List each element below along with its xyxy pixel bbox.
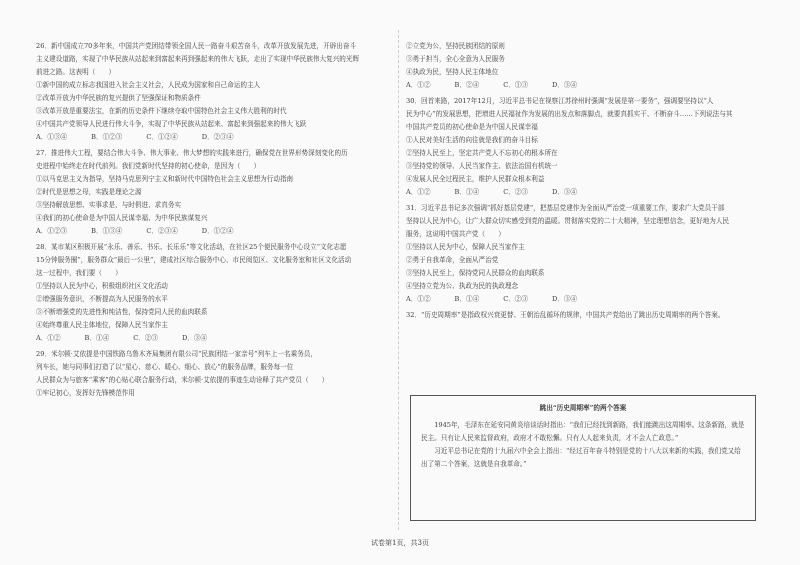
question-stem: 28．某市某区积极开展“永乐、善乐、书乐、长乐乐”等文化活动，在社区25个便民服务中心设立“文化志愿: [36, 243, 347, 251]
question-stem: 31．习近平总书记多次强调“抓好基层党建”，把基层党建作为全面从严治党一项重要工作，要求广大党员干部: [406, 204, 725, 212]
material-paragraph: 习近平总书记在党的十九届六中全会上指出：“经过百年奋斗特别是党的十八大以来新的实践，我们党又给出了第二个答案，这就是自我革命。”: [421, 447, 741, 468]
option-d: D．③④: [552, 81, 578, 89]
option-c: C．①②④: [146, 133, 178, 141]
statement-item: ③坚持人民至上，保持党同人民群众的血肉联系: [406, 269, 545, 277]
left-column: [36, 40, 386, 400]
question-stem: 列车长，她与同事们打造了以“星心、慈心、暖心、细心、放心”的服务品牌，服务每一位: [36, 363, 294, 371]
option-c: C．②③④: [146, 227, 178, 235]
statement-item: ①坚持以人民为中心，保障人民当家作主: [406, 243, 525, 251]
answer-options: [36, 332, 386, 345]
material-box: [410, 395, 756, 521]
statement-item: ③坚持党的领导、人民当家作主、依法治国有机统一: [406, 162, 558, 170]
option-b: B．①④: [454, 295, 480, 303]
option-a: A．①②③: [36, 227, 68, 235]
statement-item: ②时代是思想之母，实践是理论之源: [36, 188, 142, 196]
statement-item: ④坚持立党为公、执政为民的执政理念: [406, 282, 519, 290]
material-paragraph: 1945年，毛泽东在延安同黄炎培谈话时指出：“我们已经找到新路，我们能跳出这周期率。这条新路，就是民主。只有让人民来监督政府，政府才不敢松懈。只有人人起来负责，才不会人亡政息。”: [421, 421, 745, 442]
option-d: D．③④: [552, 295, 578, 303]
option-b: B．①④: [454, 188, 480, 196]
question-27: [36, 147, 386, 238]
statement-item: ④我们的初心使命是为中国人民谋幸福、为中华民族谋复兴: [36, 214, 208, 222]
material-title: 跳出“历史周期率”的两个答案: [539, 404, 627, 412]
question-32: [406, 309, 758, 322]
question-stem: 史进程中始终走在时代前列。我们党新时代坚持的初心使命，是因为（ ）: [36, 162, 261, 170]
answer-options: [406, 79, 758, 92]
statement-item: ③改革开放是重要法宝，在新的历史条件下继续夺取中国特色社会主义伟大胜利的时代: [36, 107, 287, 115]
statement-item: ②立党为公，坚持民族团结的原则: [406, 42, 505, 50]
right-column: [406, 40, 758, 322]
question-stem: 29．米尔顿·艾依提是中国铁路乌鲁木齐局集团有限公司“民族团结一家亲号”列车上一名乘务员，: [36, 350, 317, 358]
statement-item: ②改革开放为中华民族的复兴提供了坚强保证和物质条件: [36, 94, 201, 102]
answer-options: [36, 131, 386, 144]
question-stem: 服务，这说明中国共产党（ ）: [406, 230, 505, 238]
statement-item: ③勇于担当，全心全意为人民服务: [406, 55, 505, 63]
question-stem: 这一过程中，我们要（ ）: [36, 269, 122, 277]
statement-item: ④始终尊重人民主体地位，保障人民当家作主: [36, 321, 168, 329]
option-d: D．①②④: [201, 227, 234, 235]
statement-item: ②坚持人民至上，坚定共产党人不忘初心的根本所在: [406, 149, 558, 157]
option-a: A．①②: [406, 81, 431, 89]
question-29: [36, 348, 386, 400]
answer-options: [36, 225, 386, 238]
option-c: C．②③: [503, 188, 529, 196]
option-a: A．①②: [36, 334, 61, 342]
question-31: [406, 202, 758, 306]
question-stem: 坚持以人民为中心，让广大群众切实感受到党的温暖。贯彻落实党的二十大精神，坚定理想信念，更好地为人民: [406, 217, 730, 225]
question-stem: 中国共产党员的初心使命是为中国人民谋幸福: [406, 123, 538, 131]
statement-item: ②勇于自我革命，全面从严治党: [406, 256, 499, 264]
statement-item: ①新中国的成立标志我国进入社会主义社会，人民成为国家和自己命运的主人: [36, 81, 261, 89]
page-fold-line: [398, 30, 399, 530]
option-a: A．①②: [406, 295, 431, 303]
question-stem: 30．回首来路，2017年12月，习近平总书记在视察江苏徐州时强调“发展是第一要务”，强调要坚持以“人: [406, 97, 714, 105]
statement-item: ①以马克思主义为指导，坚持马克思列宁主义和新时代中国特色社会主义思想为行动指南: [36, 175, 294, 183]
question-26: [36, 40, 386, 144]
option-d: D．②③④: [201, 133, 234, 141]
question-stem: 27．推进伟大工程，要结合伟大斗争、伟大事业、伟大梦想的实践来进行，确保党在世界形势深刻变化的历: [36, 149, 348, 157]
statement-item: ③不断增强党的先进性和纯洁性，保持党同人民的血肉联系: [36, 308, 208, 316]
statement-item: ④执政为民，坚持人民主体地位: [406, 68, 499, 76]
question-stem: 26．新中国成立70多年来，中国共产党团结带领全国人民一路奋斗艰苦奋斗，改革开放发展先进，开辟出奋斗: [36, 42, 357, 50]
statement-item: ③坚持解放思想、实事求是、与时俱进、求真务实: [36, 201, 182, 209]
question-28: [36, 241, 386, 345]
option-b: B．①④: [84, 334, 110, 342]
question-29-continued: [406, 40, 758, 92]
question-stem: 主义建设道路，实现了中华民族从站起来到富起来再到强起来的伟大飞跃，走出了实现中华民族伟大复兴的光辉: [36, 55, 360, 63]
option-a: A．①③④: [36, 133, 68, 141]
statement-item: ④发展人民全过程民主，维护人民群众根本利益: [406, 175, 545, 183]
option-c: C．①③: [503, 81, 529, 89]
option-d: D．③④: [182, 334, 208, 342]
statement-item: ④中国共产党领导人民进行伟大斗争，实现了中华民族从站起来、富起来到强起来的伟大飞跃: [36, 120, 307, 128]
question-30: [406, 95, 758, 199]
option-c: C．②③: [503, 295, 529, 303]
statement-item: ①坚持以人民为中心，积极组织社区文化活动: [36, 282, 168, 290]
question-stem: 前进之路。这表明（ ）: [36, 68, 116, 76]
page-footer: 试卷第1页，共3页: [371, 539, 429, 547]
statement-item: ②增强服务意识，不断提高为人民服务的水平: [36, 295, 168, 303]
statement-item: ①牢记初心，发挥好先锋模范作用: [36, 389, 135, 397]
option-b: B．②④: [454, 81, 480, 89]
question-stem: 民为中心”的发展思想，把增进人民福祉作为发展的出发点和落脚点，就要真抓实干、不断奋斗……下列说法与其: [406, 110, 733, 118]
question-stem: 15分钟服务圈”，服务群众“最后一公里”，建成社区综合服务中心、市民阅览区、文化服务室和社区文化活动: [36, 256, 352, 264]
option-b: B．①③④: [91, 227, 123, 235]
answer-options: [406, 293, 758, 306]
statement-item: ①人民对美好生活的向往就是我们的奋斗目标: [406, 136, 538, 144]
question-stem: 32．“历史周期率”是指政权兴衰更替、王朝治乱循环的规律，中国共产党给出了跳出历史周期率的两个答案。: [406, 311, 725, 319]
option-a: A．①②: [406, 188, 431, 196]
answer-options: [406, 186, 758, 199]
option-b: B．①②③: [91, 133, 123, 141]
question-stem: 人民群众为与旅客“乘客”的心贴心联合服务行动，米尔顿·艾依提的事迹生动诠释了共产党员（ ）: [36, 376, 329, 384]
option-d: D．③④: [552, 188, 578, 196]
option-c: C．②③: [133, 334, 159, 342]
